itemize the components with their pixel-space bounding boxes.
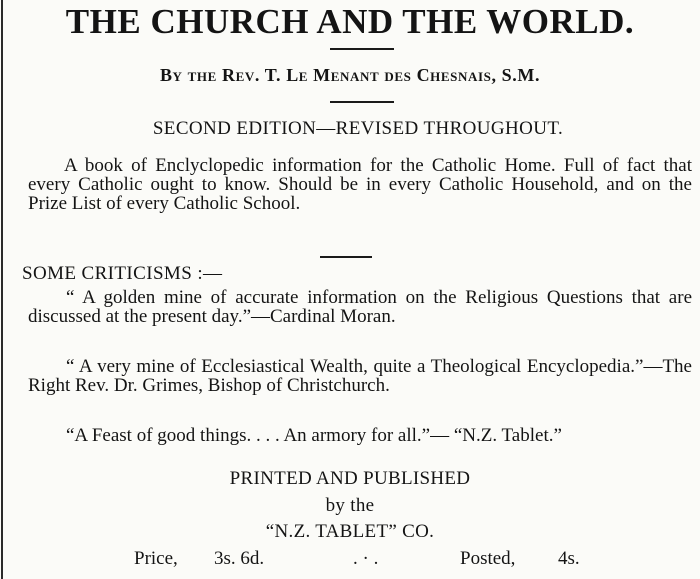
publisher-line-3: “N.Z. TABLET” CO.	[265, 521, 435, 542]
left-border	[1, 0, 3, 579]
posted-label: Posted,	[460, 548, 516, 569]
divider-rule	[320, 256, 372, 258]
description-paragraph	[28, 156, 692, 213]
divider-rule	[330, 101, 394, 103]
criticism-text: “A Feast of good things. . . . An armory for all.”— “N.Z. Tablet.”	[66, 425, 562, 446]
criticism-quote	[28, 288, 692, 326]
criticism-text: “ A very mine of Ecclesiastical Wealth, quite a Theological Encyclopedia.”—The Right Rev. Dr. Grimes, Bishop of Christchurch.	[28, 356, 692, 396]
criticism-quote	[28, 357, 692, 395]
title: THE CHURCH AND THE WORLD.	[65, 2, 635, 41]
criticism-quote	[28, 426, 692, 445]
edition-heading: SECOND EDITION—REVISED THROUGHOUT.	[152, 118, 564, 139]
criticisms-heading: SOME CRITICISMS :—	[22, 263, 223, 284]
description-text: A book of Enclyclopedic information for the Catholic Home. Full of fact that every Catholic ought to know. Should be in every Catholic Household, and on the Prize List of every Catholic School.	[28, 155, 692, 214]
publisher-line-1: PRINTED AND PUBLISHED	[229, 468, 471, 489]
divider-rule	[330, 48, 394, 50]
price-label: Price,	[134, 548, 178, 569]
posted-amount: 4s.	[558, 548, 580, 569]
criticism-text: “ A golden mine of accurate information on the Religious Questions that are discussed at the present day.”—Cardinal Moran.	[28, 287, 692, 327]
price-amount: 3s. 6d.	[214, 548, 265, 569]
publisher-line-2: by the	[325, 495, 375, 516]
price-separator: . · .	[353, 548, 379, 569]
byline: By the Rev. T. Le Menant des Chesnais, S.M.	[159, 65, 541, 85]
